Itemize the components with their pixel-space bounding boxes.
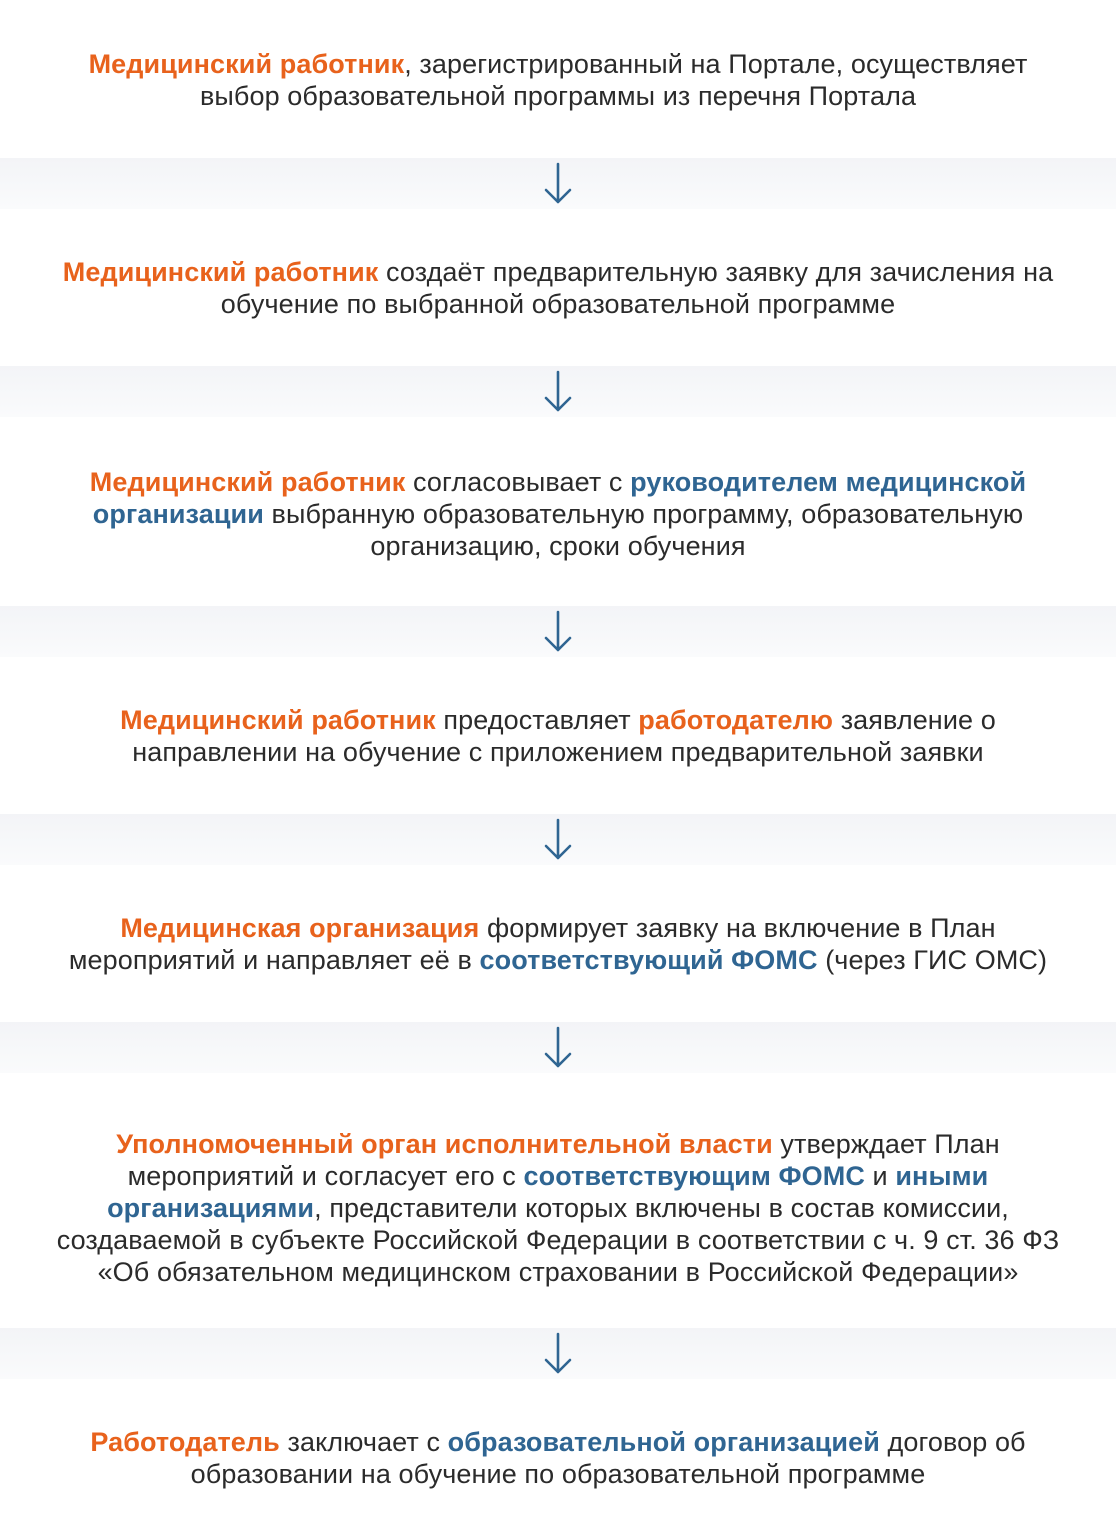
step-3-text: Медицинский работник согласовывает с руководителем медицинской организации выбранную образовательную программу, образовательную организацию, сроки обучения bbox=[89, 467, 1027, 561]
arrow-down-icon bbox=[542, 817, 574, 863]
actor-employer: работодателю bbox=[638, 705, 834, 735]
step-1 bbox=[0, 40, 1116, 120]
arrow-down-icon bbox=[542, 609, 574, 655]
actor-educational-organization: образовательной организацией bbox=[447, 1427, 880, 1457]
actor-authorized-executive-body: Уполномоченный орган исполнительной власти bbox=[116, 1129, 773, 1159]
step-6 bbox=[0, 1120, 1116, 1296]
step-2-text: Медицинский работник создаёт предварительную заявку для зачисления на обучение по выбранной образовательной программе bbox=[62, 257, 1054, 319]
step-7-text: Работодатель заключает с образовательной организацией договор об образовании на обучение по образовательной программе bbox=[90, 1427, 1026, 1489]
step-4-text: Медицинский работник предоставляет работодателю заявление о направлении на обучение с приложением предварительной заявки bbox=[120, 705, 996, 767]
actor-medical-worker: Медицинский работник bbox=[88, 49, 405, 79]
arrow-down-icon bbox=[542, 1025, 574, 1071]
actor-medical-worker: Медицинский работник bbox=[120, 705, 436, 735]
step-3 bbox=[0, 458, 1116, 570]
step-5 bbox=[0, 904, 1116, 984]
step-1-text: Медицинский работник, зарегистрированный на Портале, осуществляет выбор образовательной программы из перечня Портала bbox=[88, 49, 1028, 111]
separator-6 bbox=[0, 1328, 1116, 1379]
separator-1 bbox=[0, 158, 1116, 209]
arrow-down-icon bbox=[542, 369, 574, 415]
step-4 bbox=[0, 696, 1116, 776]
arrow-down-icon bbox=[542, 161, 574, 207]
actor-employer: Работодатель bbox=[90, 1427, 280, 1457]
separator-2 bbox=[0, 366, 1116, 417]
actor-foms: соответствующий ФОМС bbox=[479, 945, 818, 975]
separator-5 bbox=[0, 1022, 1116, 1073]
actor-foms: соответствующим ФОМС bbox=[523, 1161, 865, 1191]
step-6-text: Уполномоченный орган исполнительной власти утверждает План мероприятий и согласует его с соответствующим ФОМС и иными организациями, представители которых включены в состав комиссии, создаваемой в субъекте Российской Федерации в соответствии с ч. 9 ст. 36 ФЗ «Об обязательном медицинском страховании в Российской Федерации» bbox=[56, 1129, 1060, 1287]
step-5-text: Медицинская организация формирует заявку на включение в План мероприятий и направляет её в соответствующий ФОМС (через ГИС ОМС) bbox=[68, 913, 1048, 975]
separator-3 bbox=[0, 606, 1116, 657]
actor-medical-organization: Медицинская организация bbox=[120, 913, 480, 943]
actor-other-organizations: иными организациями bbox=[107, 1161, 989, 1223]
actor-head-of-medical-organization: руководителем медицинской организации bbox=[92, 467, 1027, 529]
separator-4 bbox=[0, 814, 1116, 865]
arrow-down-icon bbox=[542, 1331, 574, 1377]
actor-medical-worker: Медицинский работник bbox=[62, 257, 379, 287]
step-2 bbox=[0, 248, 1116, 328]
step-7 bbox=[0, 1418, 1116, 1498]
actor-medical-worker: Медицинский работник bbox=[89, 467, 406, 497]
